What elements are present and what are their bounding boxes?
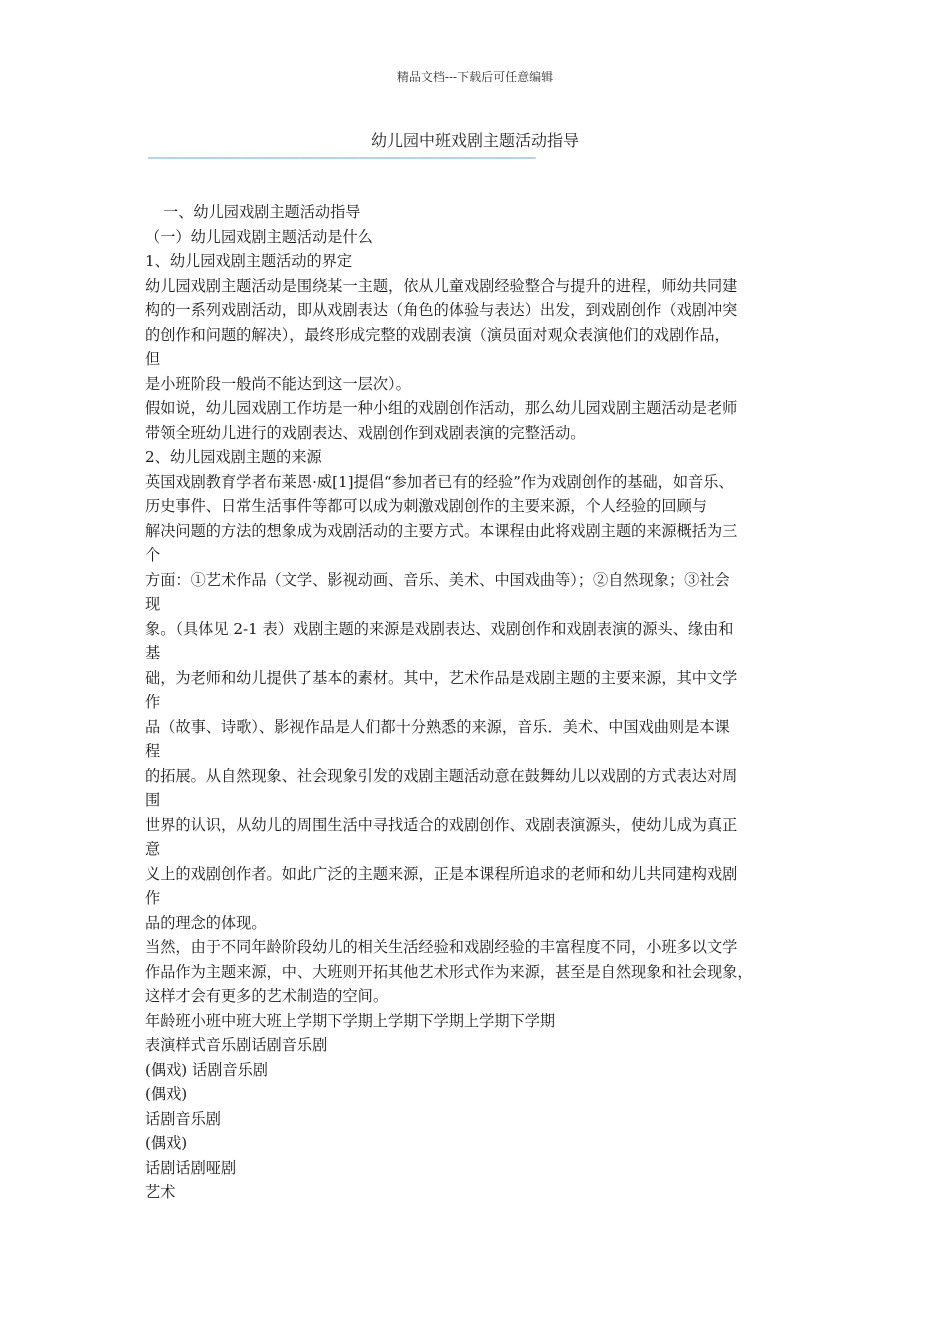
table-text-line: 艺术	[145, 1183, 176, 1201]
paragraph-line: 的拓展。从自然现象、社会现象引发的戏剧主题活动意在鼓舞幼儿以戏剧的方式表达对周	[145, 766, 738, 785]
paragraph-line: 英国戏剧教育学者布莱恩·威[1]提倡“参加者已有的经验”作为戏剧创作的基础，如音乐、	[145, 472, 734, 491]
paragraph-line: 围	[145, 791, 161, 809]
paragraph-line: 方面：①艺术作品（文学、影视动画、音乐、美术、中国戏曲等）；②自然现象；③社会	[145, 570, 730, 589]
subsection-heading: （一）幼儿园戏剧主题活动是什么	[145, 227, 373, 246]
document-body	[145, 200, 810, 1205]
paragraph-line: 世界的认识，从幼儿的周围生活中寻找适合的戏剧创作、戏剧表演源头，使幼儿成为真正	[145, 815, 738, 834]
paragraph-line: 构的一系列戏剧活动，即从戏剧表达（角色的体验与表达）出发，到戏剧创作（戏剧冲突	[145, 301, 738, 319]
paragraph-line: 这样才会有更多的艺术制造的空间。	[145, 987, 388, 1005]
paragraph-line: 幼儿园戏剧主题活动是围绕某一主题，依从儿童戏剧经验整合与提升的进程，师幼共同建	[145, 276, 738, 295]
table-text-line: (偶戏)	[145, 1085, 188, 1103]
paragraph-line: 历史事件、日常生活事件等都可以成为刺激戏剧创作的主要来源，个人经验的回顾与	[145, 497, 707, 515]
paragraph-line: 义上的戏剧创作者。如此广泛的主题来源，正是本课程所追求的老师和幼儿共同建构戏剧	[145, 864, 738, 883]
item-heading: 2、幼儿园戏剧主题的来源	[145, 448, 322, 466]
paragraph-line: 基	[145, 644, 161, 662]
paragraph-line: 现	[145, 595, 161, 613]
paragraph-line: 作	[145, 889, 161, 907]
paragraph-line: 作	[145, 693, 161, 711]
paragraph-line: 的创作和问题的解决），最终形成完整的戏剧表演（演员面对观众表演他们的戏剧作品，	[145, 325, 730, 344]
paragraph-line: 作品作为主题来源，中、大班则开拓其他艺术形式作为来源，甚至是自然现象和社会现象，	[145, 962, 753, 981]
table-text-line: (偶戏)	[145, 1134, 188, 1152]
table-text-line: 话剧话剧哑剧	[145, 1158, 237, 1177]
paragraph-line: 是小班阶段一般尚不能达到这一层次）。	[145, 374, 411, 393]
paragraph-line: 品的理念的体现。	[145, 913, 267, 932]
page-header: 精品文档---下载后可任意编辑	[396, 70, 554, 84]
paragraph-line: 象。（具体见 2-1 表）戏剧主题的来源是戏剧表达、戏剧创作和戏剧表演的源头、缘由和	[145, 619, 734, 638]
paragraph-line: 程	[145, 742, 161, 760]
paragraph-line: 意	[145, 840, 161, 858]
paragraph-line: 解决问题的方法的想象成为戏剧活动的主要方式。本课程由此将戏剧主题的来源概括为三	[145, 521, 738, 540]
table-text-line: (偶戏) 话剧音乐剧	[145, 1060, 268, 1079]
paragraph-line: 个	[145, 546, 161, 564]
paragraph-line: 础，为老师和幼儿提供了基本的素材。其中，艺术作品是戏剧主题的主要来源，其中文学	[145, 668, 738, 687]
section-heading: 一、幼儿园戏剧主题活动指导	[163, 203, 361, 221]
title-divider: ——————————————————————————————————————————————	[148, 150, 536, 166]
document-title: 幼儿园中班戏剧主题活动指导	[370, 131, 579, 150]
paragraph-line: 带领全班幼儿进行的戏剧表达、戏剧创作到戏剧表演的完整活动。	[145, 423, 586, 442]
paragraph-line: 品（故事、诗歌）、影视作品是人们都十分熟悉的来源，音乐．美术、中国戏曲则是本课	[145, 717, 730, 736]
table-text-line: 表演样式音乐剧话剧音乐剧	[145, 1036, 328, 1054]
table-text-line: 年龄班小班中班大班上学期下学期上学期下学期上学期下学期	[145, 1011, 556, 1030]
table-text-line: 话剧音乐剧	[145, 1109, 221, 1128]
paragraph-line: 假如说，幼儿园戏剧工作坊是一种小组的戏剧创作活动，那么幼儿园戏剧主题活动是老师	[145, 399, 738, 417]
item-heading: 1、幼儿园戏剧主题活动的界定	[145, 252, 353, 270]
paragraph-line: 当然，由于不同年龄阶段幼儿的相关生活经验和戏剧经验的丰富程度不同，小班多以文学	[145, 938, 738, 956]
paragraph-line: 但	[145, 350, 161, 368]
